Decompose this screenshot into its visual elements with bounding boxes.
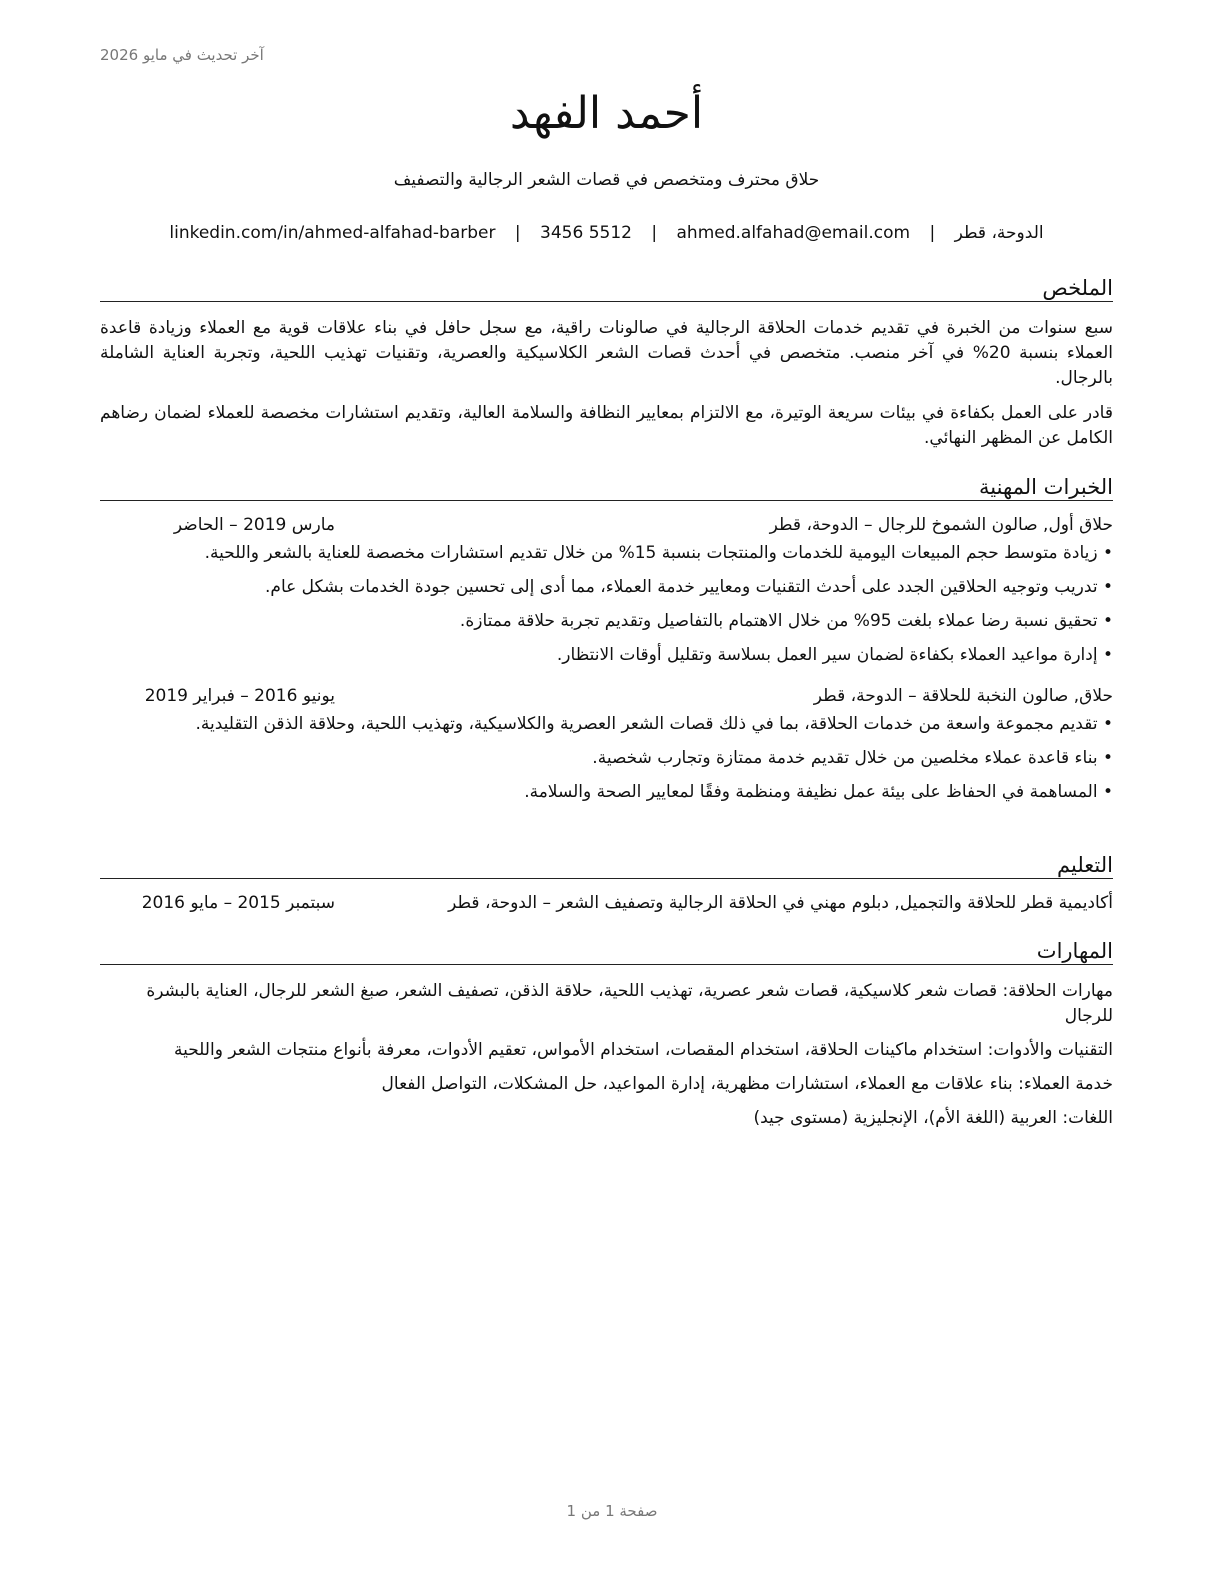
contact-email[interactable]: ahmed.alfahad@email.com	[676, 223, 911, 243]
section-heading-experience: الخبرات المهنية	[100, 475, 1113, 501]
skill-line: خدمة العملاء: بناء علاقات مع العملاء، استشارات مظهرية، إدارة المواعيد، حل المشكلات، التواصل الفعال	[381, 1074, 1113, 1094]
contact-linkedin[interactable]: linkedin.com/in/ahmed-alfahad-barber	[169, 223, 496, 243]
job-entry	[100, 686, 1113, 805]
skill-line: اللغات: العربية (اللغة الأم)، الإنجليزية (مستوى جيد)	[753, 1108, 1113, 1128]
education-entry: أكاديمية قطر للحلاقة والتجميل, دبلوم مهني في الحلاقة الرجالية وتصفيف الشعر – الدوحة، قطر	[448, 893, 1113, 913]
page-number: صفحة 1 من 1	[566, 1502, 658, 1520]
job-bullets	[100, 712, 1113, 805]
summary-paragraph: سبع سنوات من الخبرة في تقديم خدمات الحلاقة الرجالية في صالونات راقية، مع سجل حافل في بناء علاقات قوية مع العملاء وزيادة قاعدة العملاء بنسبة 20% في آخر منصب. متخصص في أحدث قصات الشعر الكلاسيكية والعصرية، وتقنيات تهذيب اللحية، وتجربة العناية الشاملة بالرجال.	[100, 318, 1113, 388]
contact-location: الدوحة، قطر	[954, 223, 1044, 243]
contact-phone: 3456 5512	[540, 223, 632, 243]
education-section	[100, 853, 1113, 919]
skills-section	[100, 939, 1113, 1140]
job-bullet: • تحقيق نسبة رضا عملاء بلغت 95% من خلال الاهتمام بالتفاصيل وتقديم تجربة حلاقة ممتازة.	[100, 609, 1113, 634]
job-bullet: • زيادة متوسط حجم المبيعات اليومية للخدمات والمنتجات بنسبة 15% من خلال تقديم استشارات مخصصة للعناية بالشعر واللحية.	[100, 541, 1113, 566]
skill-line: مهارات الحلاقة: قصات شعر كلاسيكية، قصات شعر عصرية، تهذيب اللحية، حلاقة الذقن، تصفيف الشعر، صبغ الشعر للرجال، العناية بالبشرة للرجال	[146, 981, 1113, 1026]
experience-section	[100, 475, 1113, 814]
job-entry	[100, 515, 1113, 668]
education-dates: سبتمبر 2015 – مايو 2016	[141, 893, 335, 913]
job-bullets	[100, 541, 1113, 668]
job-dates: مارس 2019 – الحاضر	[173, 515, 335, 535]
job-dates: يونيو 2016 – فبراير 2019	[144, 686, 335, 706]
contact-line	[100, 223, 1113, 243]
contact-separator: |	[929, 223, 936, 243]
job-bullet: • تدريب وتوجيه الحلاقين الجدد على أحدث التقنيات ومعايير خدمة العملاء، مما أدى إلى تحسين جودة الخدمات بشكل عام.	[100, 575, 1113, 600]
job-title: حلاق, صالون النخبة للحلاقة – الدوحة، قطر	[813, 686, 1113, 706]
skill-line: التقنيات والأدوات: استخدام ماكينات الحلاقة، استخدام المقصات، استخدام الأمواس، تعقيم الأدوات، معرفة بأنواع منتجات الشعر واللحية	[173, 1040, 1113, 1060]
summary-paragraph: قادر على العمل بكفاءة في بيئات سريعة الوتيرة، مع الالتزام بمعايير النظافة والسلامة العالية، وتقديم استشارات مخصصة للعملاء لضمان رضاهم الكامل عن المظهر النهائي.	[100, 403, 1113, 448]
resume-page	[100, 0, 1113, 1584]
last-updated-note: آخر تحديث في مايو 2026	[100, 46, 264, 64]
candidate-tagline: حلاق محترف ومتخصص في قصات الشعر الرجالية والتصفيف	[393, 170, 820, 190]
section-heading-skills: المهارات	[100, 939, 1113, 965]
contact-separator: |	[651, 223, 658, 243]
candidate-name: أحمد الفهد	[509, 88, 704, 139]
job-bullet: • المساهمة في الحفاظ على بيئة عمل نظيفة ومنظمة وفقًا لمعايير الصحة والسلامة.	[100, 780, 1113, 805]
contact-separator: |	[514, 223, 521, 243]
job-bullet: • تقديم مجموعة واسعة من خدمات الحلاقة، بما في ذلك قصات الشعر العصرية والكلاسيكية، وتهذيب اللحية، وحلاقة الذقن التقليدية.	[100, 712, 1113, 737]
section-heading-education: التعليم	[100, 853, 1113, 879]
summary-section	[100, 276, 1113, 451]
job-bullet: • بناء قاعدة عملاء مخلصين من خلال تقديم خدمة ممتازة وتجارب شخصية.	[100, 746, 1113, 771]
job-title: حلاق أول, صالون الشموخ للرجال – الدوحة، قطر	[769, 515, 1113, 535]
job-bullet: • إدارة مواعيد العملاء بكفاءة لضمان سير العمل بسلاسة وتقليل أوقات الانتظار.	[100, 643, 1113, 668]
section-heading-summary: الملخص	[100, 276, 1113, 302]
